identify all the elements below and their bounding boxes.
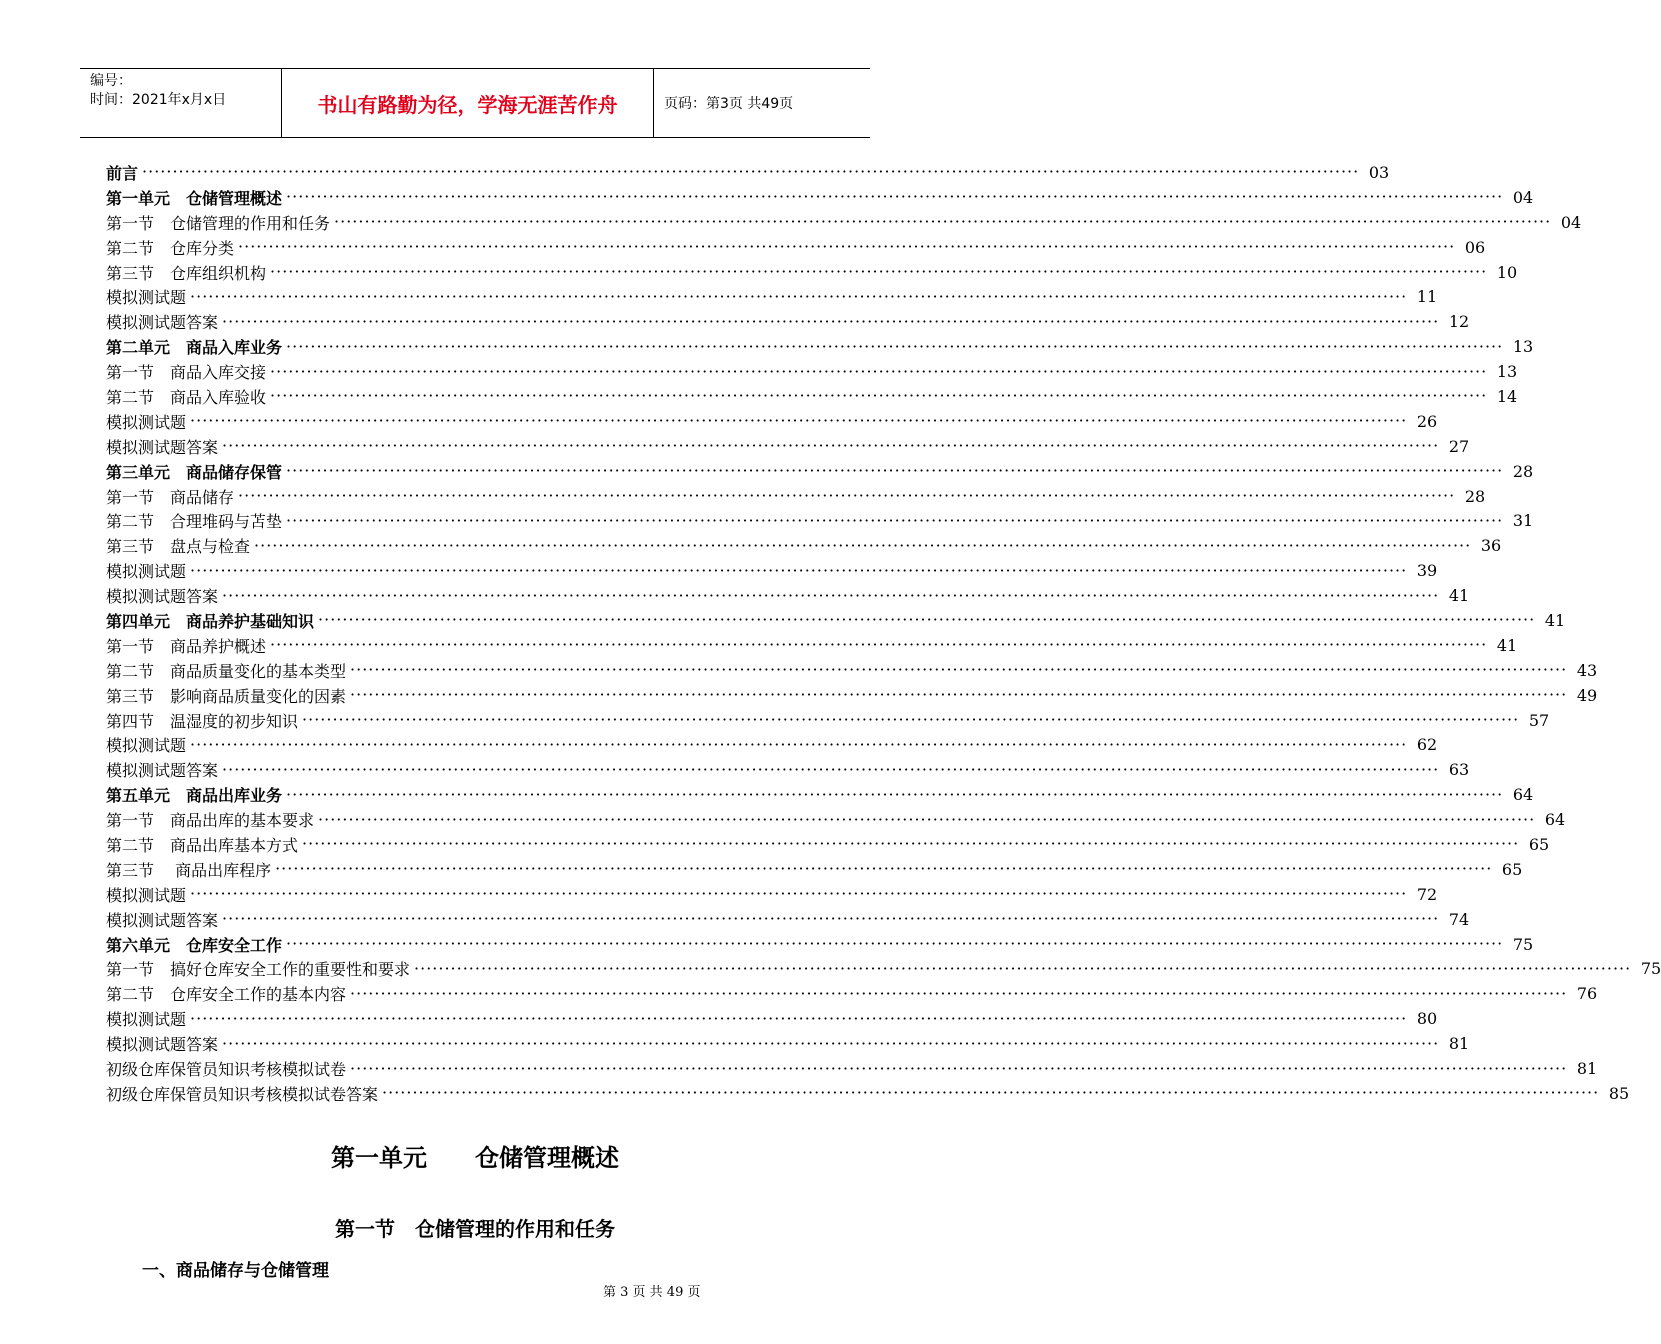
toc-entry bbox=[106, 260, 1518, 285]
toc-entry-page: 62 bbox=[1416, 735, 1438, 755]
toc-entry-title: 第二节 商品出库基本方式 bbox=[106, 835, 299, 855]
toc-entry-title: 第四节 温湿度的初步知识 bbox=[106, 711, 299, 731]
toc-entry-page: 75 bbox=[1512, 934, 1534, 954]
toc-entry bbox=[106, 683, 1598, 708]
toc-entry-page: 14 bbox=[1496, 386, 1518, 406]
toc-entry-title: 模拟测试题 bbox=[106, 562, 187, 582]
toc-entry-title: 第三节 盘点与检查 bbox=[106, 537, 251, 557]
toc-entry bbox=[106, 957, 1661, 982]
toc-entry-title: 模拟测试题 bbox=[106, 288, 187, 308]
toc-entry-title: 第三节 商品出库程序 bbox=[106, 860, 272, 880]
toc-dot-leader: ········································································································································································································ bbox=[222, 1033, 1440, 1053]
toc-entry bbox=[106, 533, 1502, 558]
toc-entry-page: 41 bbox=[1544, 610, 1566, 630]
toc-entry-title: 模拟测试题答案 bbox=[106, 313, 219, 333]
toc-entry bbox=[106, 907, 1470, 932]
toc-entry-page: 10 bbox=[1496, 262, 1518, 282]
toc-dot-leader: ········································································································································································································ bbox=[286, 336, 1504, 356]
toc-dot-leader: ········································································································································································································ bbox=[286, 784, 1504, 804]
toc-entry bbox=[106, 1031, 1470, 1056]
toc-entry-page: 63 bbox=[1448, 760, 1470, 780]
toc-entry-title: 模拟测试题 bbox=[106, 885, 187, 905]
toc-dot-leader: ········································································································································································································ bbox=[350, 685, 1568, 705]
toc-dot-leader: ········································································································································································································ bbox=[270, 635, 1488, 655]
toc-entry-page: 27 bbox=[1448, 436, 1470, 456]
toc-dot-leader: ········································································································································································································ bbox=[142, 162, 1360, 182]
toc-dot-leader: ········································································································································································································ bbox=[414, 958, 1632, 978]
toc-entry bbox=[106, 160, 1390, 185]
toc-entry bbox=[106, 284, 1438, 309]
toc-dot-leader: ········································································································································································································ bbox=[334, 212, 1552, 232]
toc-entry-page: 41 bbox=[1448, 586, 1470, 606]
toc-entry-title: 模拟测试题 bbox=[106, 1010, 187, 1030]
toc-entry-title: 第二节 商品质量变化的基本类型 bbox=[106, 661, 347, 681]
toc-entry-page: 43 bbox=[1576, 660, 1598, 680]
section-title: 第一节 仓储管理的作用和任务 bbox=[335, 1217, 615, 1241]
toc-dot-leader: ········································································································································································································ bbox=[350, 660, 1568, 680]
toc-entry bbox=[106, 1056, 1598, 1081]
toc-entry-title: 模拟测试题答案 bbox=[106, 587, 219, 607]
toc-entry-page: 49 bbox=[1576, 685, 1598, 705]
toc-entry bbox=[106, 309, 1470, 334]
toc-entry-title: 模拟测试题答案 bbox=[106, 437, 219, 457]
toc-entry-page: 65 bbox=[1528, 834, 1550, 854]
toc-entry-title: 第一节 商品出库的基本要求 bbox=[106, 811, 315, 831]
toc-entry-title: 第一单元 仓储管理概述 bbox=[106, 188, 283, 208]
toc-entry bbox=[106, 633, 1518, 658]
toc-dot-leader: ········································································································································································································ bbox=[302, 710, 1520, 730]
toc-dot-leader: ········································································································································································································ bbox=[350, 983, 1568, 1003]
toc-dot-leader: ········································································································································································································ bbox=[222, 436, 1440, 456]
toc-entry-title: 模拟测试题答案 bbox=[106, 910, 219, 930]
toc-entry-page: 11 bbox=[1416, 287, 1438, 307]
toc-entry-title: 第一节 商品入库交接 bbox=[106, 363, 267, 383]
toc-entry-page: 41 bbox=[1496, 635, 1518, 655]
toc-dot-leader: ········································································································································································································ bbox=[190, 884, 1408, 904]
toc-entry bbox=[106, 857, 1523, 882]
toc-entry-page: 85 bbox=[1608, 1083, 1630, 1103]
toc-dot-leader: ········································································································································································································ bbox=[318, 610, 1536, 630]
toc-dot-leader: ········································································································································································································ bbox=[190, 734, 1408, 754]
table-of-contents bbox=[106, 160, 1661, 1106]
toc-dot-leader: ········································································································································································································ bbox=[238, 237, 1456, 257]
toc-entry-page: 80 bbox=[1416, 1009, 1438, 1029]
toc-entry-title: 第一节 商品养护概述 bbox=[106, 636, 267, 656]
toc-entry-title: 前言 bbox=[106, 163, 139, 183]
toc-entry-title: 第二节 仓库安全工作的基本内容 bbox=[106, 985, 347, 1005]
toc-entry-title: 第二节 合理堆码与苫垫 bbox=[106, 512, 283, 532]
toc-dot-leader: ········································································································································································································ bbox=[222, 909, 1440, 929]
toc-entry bbox=[106, 807, 1566, 832]
toc-dot-leader: ········································································································································································································ bbox=[270, 262, 1488, 281]
toc-entry bbox=[106, 185, 1534, 210]
toc-entry-page: 76 bbox=[1576, 984, 1598, 1004]
toc-entry-page: 03 bbox=[1368, 162, 1390, 182]
toc-entry-page: 12 bbox=[1448, 312, 1470, 332]
toc-entry-page: 74 bbox=[1448, 909, 1470, 929]
toc-dot-leader: ········································································································································································································ bbox=[350, 1058, 1568, 1078]
toc-entry bbox=[106, 658, 1598, 683]
header-page-info: 页码：第3页 共49页 bbox=[664, 96, 794, 112]
toc-dot-leader: ········································································································································································································ bbox=[270, 386, 1488, 406]
toc-entry-page: 75 bbox=[1640, 959, 1661, 979]
toc-entry-title: 第一节 搞好仓库安全工作的重要性和要求 bbox=[106, 960, 411, 980]
toc-entry bbox=[106, 757, 1470, 782]
toc-entry-title: 第二节 仓库分类 bbox=[106, 238, 235, 258]
toc-entry bbox=[106, 708, 1550, 733]
toc-entry-title: 第四单元 商品养护基础知识 bbox=[106, 611, 315, 631]
subsection-title: 一、商品储存与仓储管理 bbox=[142, 1261, 329, 1281]
toc-entry bbox=[106, 235, 1486, 260]
toc-entry bbox=[106, 832, 1550, 857]
toc-dot-leader: ········································································································································································································ bbox=[286, 934, 1504, 954]
toc-dot-leader: ········································································································································································································ bbox=[190, 411, 1408, 431]
toc-dot-leader: ········································································································································································································ bbox=[190, 1008, 1408, 1028]
toc-entry bbox=[106, 981, 1598, 1006]
toc-dot-leader: ········································································································································································································ bbox=[318, 809, 1536, 829]
page-footer: 第 3 页 共 49 页 bbox=[603, 1285, 701, 1300]
toc-entry-page: 72 bbox=[1416, 884, 1438, 904]
toc-dot-leader: ········································································································································································································ bbox=[286, 510, 1504, 530]
header-motto: 书山有路勤为径，学海无涯苦作舟 bbox=[282, 69, 654, 137]
toc-entry bbox=[106, 210, 1582, 235]
toc-entry bbox=[106, 434, 1470, 459]
toc-entry-title: 第二单元 商品入库业务 bbox=[106, 338, 283, 358]
toc-entry-page: 65 bbox=[1501, 859, 1523, 879]
toc-dot-leader: ········································································································································································································ bbox=[286, 187, 1504, 207]
toc-entry-title: 第六单元 仓库安全工作 bbox=[106, 935, 283, 955]
toc-entry-page: 36 bbox=[1480, 536, 1502, 556]
toc-dot-leader: ········································································································································································································ bbox=[270, 361, 1488, 381]
toc-entry-page: 81 bbox=[1448, 1034, 1470, 1054]
toc-entry-page: 81 bbox=[1576, 1059, 1598, 1078]
number-label: 编号： bbox=[90, 73, 132, 89]
toc-dot-leader: ········································································································································································································ bbox=[190, 560, 1408, 580]
toc-entry-title: 模拟测试题答案 bbox=[106, 1035, 219, 1055]
toc-entry-title: 模拟测试题答案 bbox=[106, 761, 219, 781]
toc-entry bbox=[106, 583, 1470, 608]
toc-dot-leader: ········································································································································································································ bbox=[222, 585, 1440, 605]
toc-dot-leader: ········································································································································································································ bbox=[286, 461, 1504, 481]
toc-entry-page: 57 bbox=[1528, 710, 1550, 730]
toc-entry-title: 第一节 仓储管理的作用和任务 bbox=[106, 213, 331, 233]
toc-entry-page: 28 bbox=[1464, 486, 1486, 506]
toc-entry-page: 04 bbox=[1512, 187, 1534, 207]
toc-entry-title: 初级仓库保管员知识考核模拟试卷答案 bbox=[106, 1084, 379, 1104]
page-header bbox=[80, 68, 870, 138]
toc-entry bbox=[106, 1081, 1630, 1106]
toc-entry-title: 第五单元 商品出库业务 bbox=[106, 786, 283, 806]
toc-entry-page: 31 bbox=[1512, 511, 1534, 531]
toc-dot-leader: ········································································································································································································ bbox=[222, 311, 1440, 331]
toc-entry bbox=[106, 334, 1534, 359]
toc-entry-page: 64 bbox=[1512, 785, 1534, 805]
toc-entry bbox=[106, 732, 1438, 757]
toc-entry bbox=[106, 932, 1534, 957]
toc-entry bbox=[106, 608, 1566, 633]
toc-entry-title: 模拟测试题 bbox=[106, 736, 187, 756]
toc-entry-page: 04 bbox=[1560, 212, 1582, 232]
toc-entry-title: 第三节 仓库组织机构 bbox=[106, 263, 267, 283]
toc-entry-page: 13 bbox=[1512, 337, 1534, 357]
toc-entry bbox=[106, 384, 1518, 409]
toc-entry-page: 64 bbox=[1544, 810, 1566, 830]
toc-entry-title: 初级仓库保管员知识考核模拟试卷 bbox=[106, 1060, 347, 1079]
toc-entry-page: 39 bbox=[1416, 561, 1438, 581]
toc-entry bbox=[106, 1006, 1438, 1031]
header-meta bbox=[80, 69, 282, 137]
toc-dot-leader: ········································································································································································································ bbox=[254, 535, 1472, 555]
unit-title: 第一单元 仓储管理概述 bbox=[331, 1144, 619, 1172]
toc-entry-page: 26 bbox=[1416, 411, 1438, 431]
toc-entry-title: 第三单元 商品储存保管 bbox=[106, 462, 283, 482]
toc-entry-title: 第二节 商品入库验收 bbox=[106, 387, 267, 407]
toc-entry bbox=[106, 409, 1438, 434]
toc-dot-leader: ········································································································································································································ bbox=[382, 1083, 1600, 1103]
toc-entry bbox=[106, 882, 1438, 907]
toc-entry bbox=[106, 484, 1486, 509]
toc-dot-leader: ········································································································································································································ bbox=[190, 286, 1408, 306]
toc-entry bbox=[106, 508, 1534, 533]
toc-entry bbox=[106, 782, 1534, 807]
toc-entry-title: 第三节 影响商品质量变化的因素 bbox=[106, 686, 347, 706]
toc-dot-leader: ········································································································································································································ bbox=[238, 486, 1456, 506]
toc-entry-page: 28 bbox=[1512, 461, 1534, 481]
toc-entry-page: 06 bbox=[1464, 237, 1486, 257]
toc-dot-leader: ········································································································································································································ bbox=[302, 834, 1520, 854]
toc-entry-title: 模拟测试题 bbox=[106, 412, 187, 432]
toc-entry-page: 13 bbox=[1496, 362, 1518, 382]
toc-entry bbox=[106, 359, 1518, 384]
time-line: 时间：2021年x月x日 bbox=[90, 92, 227, 108]
toc-dot-leader: ········································································································································································································ bbox=[275, 859, 1493, 879]
toc-entry bbox=[106, 558, 1438, 583]
toc-dot-leader: ········································································································································································································ bbox=[222, 759, 1440, 779]
toc-entry bbox=[106, 459, 1534, 484]
toc-entry-title: 第一节 商品储存 bbox=[106, 487, 235, 507]
